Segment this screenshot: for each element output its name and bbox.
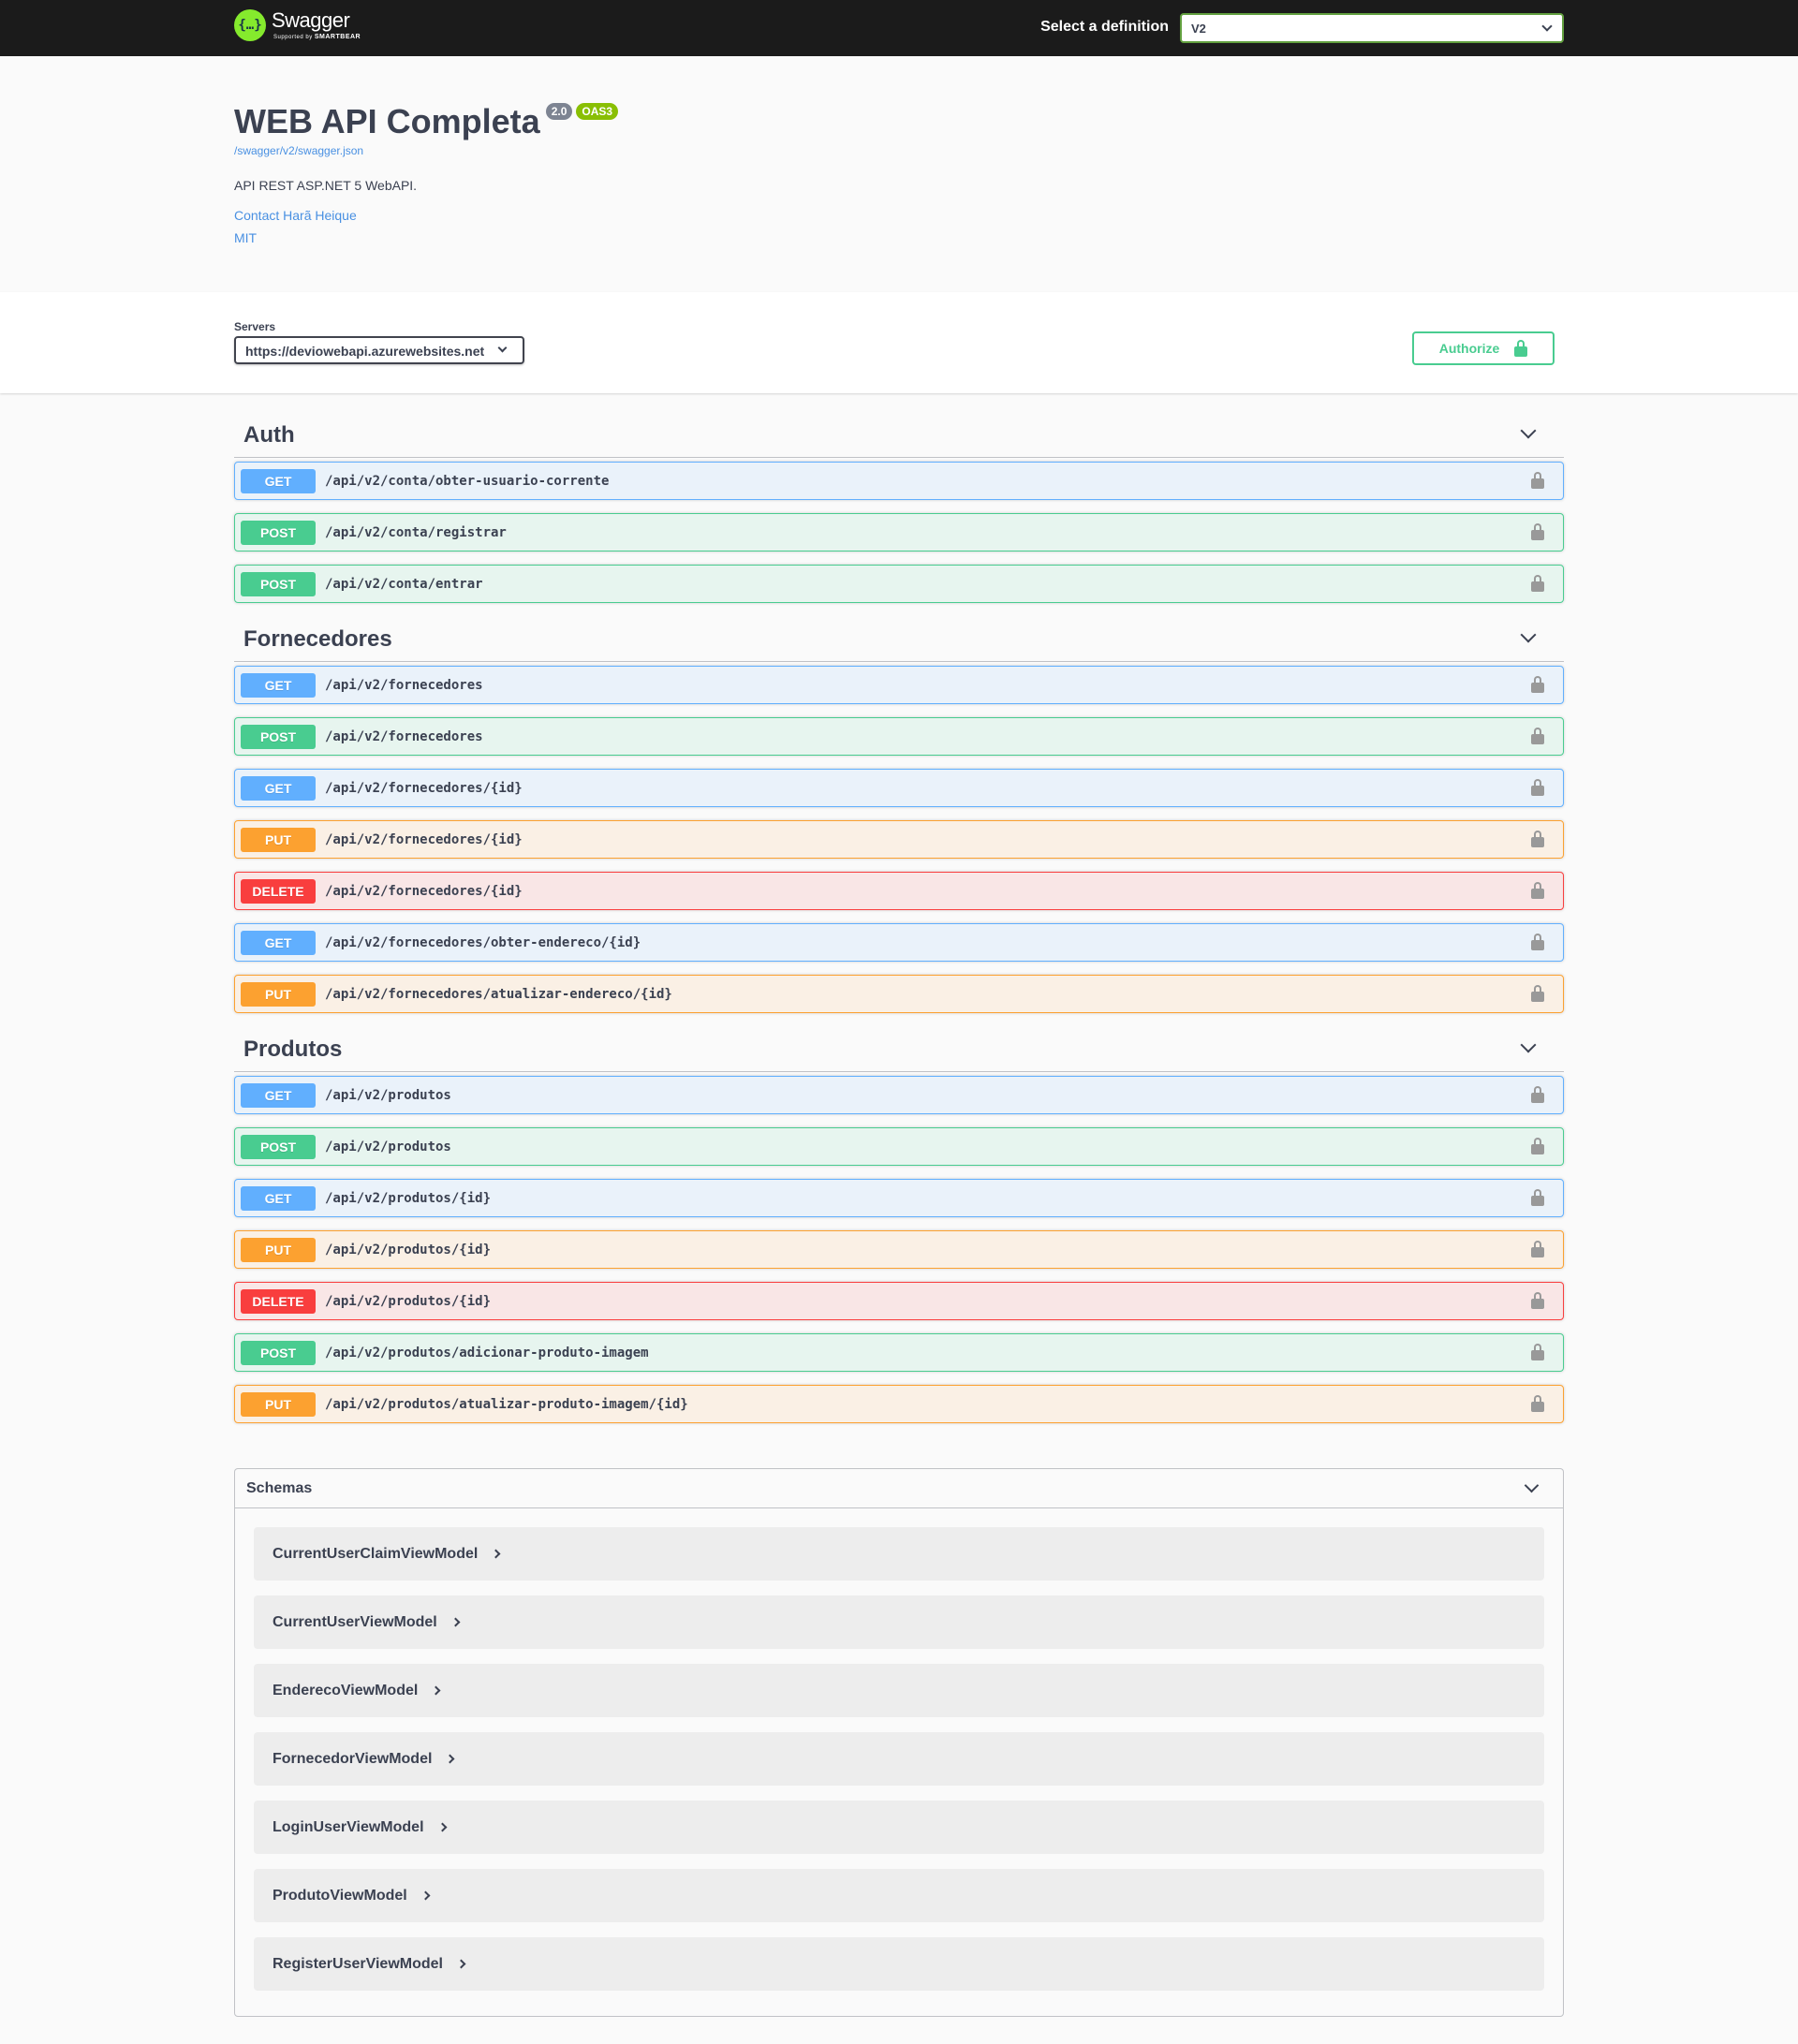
- definition-select[interactable]: [1180, 13, 1564, 43]
- schema-name: RegisterUserViewModel: [273, 1955, 443, 1972]
- definition-label: Select a definition: [1040, 19, 1169, 35]
- schema-item[interactable]: [254, 1527, 1544, 1581]
- operation-path: /api/v2/fornecedores/{id}: [325, 780, 523, 796]
- operation-path: /api/v2/produtos/adicionar-produto-imagem: [325, 1345, 649, 1360]
- logo-title: Swagger: [272, 8, 350, 32]
- schemas-header[interactable]: [235, 1469, 1563, 1508]
- scheme-container: [0, 292, 1798, 393]
- chevron-right-icon: [457, 1960, 466, 1969]
- schema-name: CurrentUserClaimViewModel: [273, 1545, 479, 1562]
- method-badge: DELETE: [241, 1289, 316, 1314]
- lock-icon[interactable]: [1531, 985, 1544, 1002]
- schema-name: EnderecoViewModel: [273, 1682, 419, 1698]
- operation-path: /api/v2/fornecedores/atualizar-endereco/{id}: [325, 986, 672, 1002]
- operation-row[interactable]: [234, 769, 1564, 807]
- operation-row[interactable]: [234, 1076, 1564, 1114]
- tag-header-fornecedores[interactable]: [234, 616, 1564, 662]
- lock-icon[interactable]: [1531, 1292, 1544, 1309]
- lock-icon[interactable]: [1531, 882, 1544, 899]
- method-badge: GET: [241, 673, 316, 698]
- operation-path: /api/v2/produtos/{id}: [325, 1293, 492, 1309]
- version-badge: 2.0: [546, 103, 573, 120]
- chevron-right-icon: [432, 1686, 441, 1696]
- lock-icon[interactable]: [1531, 1086, 1544, 1103]
- method-badge: PUT: [241, 982, 316, 1007]
- method-badge: PUT: [241, 1238, 316, 1262]
- schema-list: [235, 1508, 1563, 1991]
- tag-name: Produtos: [243, 1037, 343, 1062]
- operation-path: /api/v2/fornecedores/{id}: [325, 831, 523, 847]
- chevron-down-icon: [498, 344, 508, 353]
- method-badge: POST: [241, 1341, 316, 1365]
- authorize-button[interactable]: [1412, 331, 1555, 365]
- method-badge: POST: [241, 1135, 316, 1159]
- tag-name: Fornecedores: [243, 626, 392, 652]
- operation-path: /api/v2/conta/entrar: [325, 576, 483, 592]
- method-badge: GET: [241, 469, 316, 493]
- method-badge: GET: [241, 1083, 316, 1108]
- operation-path: /api/v2/fornecedores/{id}: [325, 883, 523, 899]
- operation-row[interactable]: [234, 717, 1564, 756]
- operation-path: /api/v2/produtos: [325, 1139, 451, 1154]
- lock-icon[interactable]: [1531, 1395, 1544, 1412]
- lock-icon[interactable]: [1531, 934, 1544, 950]
- tag-name: Auth: [243, 422, 295, 448]
- lock-icon[interactable]: [1531, 1344, 1544, 1360]
- definition-select-value: V2: [1191, 22, 1206, 36]
- operation-row[interactable]: [234, 666, 1564, 704]
- lock-icon[interactable]: [1531, 779, 1544, 796]
- operation-path: /api/v2/fornecedores/obter-endereco/{id}: [325, 934, 641, 950]
- api-description: API REST ASP.NET 5 WebAPI.: [234, 178, 418, 193]
- chevron-right-icon: [450, 1618, 460, 1627]
- tag-header-auth[interactable]: [234, 412, 1564, 458]
- tag-header-produtos[interactable]: [234, 1026, 1564, 1072]
- operation-row[interactable]: [234, 1282, 1564, 1320]
- lock-icon[interactable]: [1531, 1241, 1544, 1257]
- method-badge: PUT: [241, 828, 316, 852]
- servers-label: Servers: [234, 320, 276, 333]
- chevron-down-icon: [1525, 1478, 1540, 1493]
- servers-select[interactable]: [234, 336, 524, 364]
- operation-row[interactable]: [234, 872, 1564, 910]
- operation-path: /api/v2/fornecedores: [325, 728, 483, 744]
- contact-link[interactable]: Contact Harã Heique: [234, 208, 357, 223]
- schema-item[interactable]: [254, 1937, 1544, 1991]
- method-badge: GET: [241, 776, 316, 801]
- method-badge: GET: [241, 931, 316, 955]
- method-badge: POST: [241, 725, 316, 749]
- operation-row[interactable]: [234, 923, 1564, 962]
- method-badge: PUT: [241, 1392, 316, 1417]
- logo-subtitle: Supported by SMARTBEAR: [273, 34, 361, 40]
- chevron-right-icon: [446, 1755, 455, 1764]
- swagger-logo-icon: {…}: [234, 9, 266, 41]
- chevron-right-icon: [420, 1891, 430, 1901]
- schema-name: ProdutoViewModel: [273, 1887, 407, 1904]
- operation-row[interactable]: [234, 565, 1564, 603]
- operation-row[interactable]: [234, 1127, 1564, 1166]
- operations-list: [234, 412, 1564, 1436]
- operation-path: /api/v2/conta/obter-usuario-corrente: [325, 473, 610, 489]
- lock-icon: [1514, 340, 1527, 357]
- lock-icon[interactable]: [1531, 676, 1544, 693]
- api-info: [234, 94, 1564, 245]
- chevron-down-icon[interactable]: [1521, 423, 1537, 439]
- operation-path: /api/v2/produtos/atualizar-produto-imagem/{id}: [325, 1396, 688, 1412]
- schema-item[interactable]: [254, 1801, 1544, 1854]
- chevron-right-icon: [437, 1823, 447, 1832]
- lock-icon[interactable]: [1531, 1189, 1544, 1206]
- operation-row[interactable]: [234, 1385, 1564, 1423]
- operation-path: /api/v2/produtos/{id}: [325, 1190, 492, 1206]
- lock-icon[interactable]: [1531, 523, 1544, 540]
- schema-item[interactable]: [254, 1595, 1544, 1649]
- schema-item[interactable]: [254, 1869, 1544, 1922]
- topbar: [0, 0, 1798, 56]
- operation-row[interactable]: [234, 975, 1564, 1013]
- oas-badge: OAS3: [576, 103, 618, 120]
- operation-row[interactable]: [234, 820, 1564, 859]
- schema-item[interactable]: [254, 1664, 1544, 1717]
- swagger-logo[interactable]: [234, 9, 361, 41]
- operation-row[interactable]: [234, 513, 1564, 551]
- schema-item[interactable]: [254, 1732, 1544, 1786]
- schema-name: FornecedorViewModel: [273, 1750, 433, 1767]
- lock-icon[interactable]: [1531, 728, 1544, 744]
- chevron-down-icon[interactable]: [1521, 1037, 1537, 1053]
- schema-name: LoginUserViewModel: [273, 1818, 424, 1835]
- lock-icon[interactable]: [1531, 575, 1544, 592]
- schemas-title: Schemas: [246, 1480, 313, 1496]
- chevron-right-icon: [492, 1550, 501, 1559]
- operation-row[interactable]: [234, 462, 1564, 500]
- operation-row[interactable]: [234, 1179, 1564, 1217]
- method-badge: POST: [241, 521, 316, 545]
- schema-name: CurrentUserViewModel: [273, 1613, 437, 1630]
- method-badge: GET: [241, 1186, 316, 1211]
- lock-icon[interactable]: [1531, 472, 1544, 489]
- operation-path: /api/v2/fornecedores: [325, 677, 483, 693]
- operation-row[interactable]: [234, 1333, 1564, 1372]
- chevron-down-icon: [1541, 21, 1552, 31]
- page-title: WEB API Completa: [234, 102, 540, 140]
- spec-url-link[interactable]: /swagger/v2/swagger.json: [234, 144, 364, 157]
- authorize-label: Authorize: [1438, 341, 1500, 356]
- schemas-section: [234, 1468, 1564, 2017]
- license-link[interactable]: MIT: [234, 230, 258, 245]
- operation-path: /api/v2/produtos/{id}: [325, 1242, 492, 1257]
- method-badge: DELETE: [241, 879, 316, 904]
- chevron-down-icon[interactable]: [1521, 627, 1537, 643]
- lock-icon[interactable]: [1531, 831, 1544, 847]
- operation-path: /api/v2/conta/registrar: [325, 524, 507, 540]
- operation-row[interactable]: [234, 1230, 1564, 1269]
- method-badge: POST: [241, 572, 316, 596]
- operation-path: /api/v2/produtos: [325, 1087, 451, 1103]
- lock-icon[interactable]: [1531, 1138, 1544, 1154]
- servers-select-value: https://deviowebapi.azurewebsites.net: [245, 344, 485, 359]
